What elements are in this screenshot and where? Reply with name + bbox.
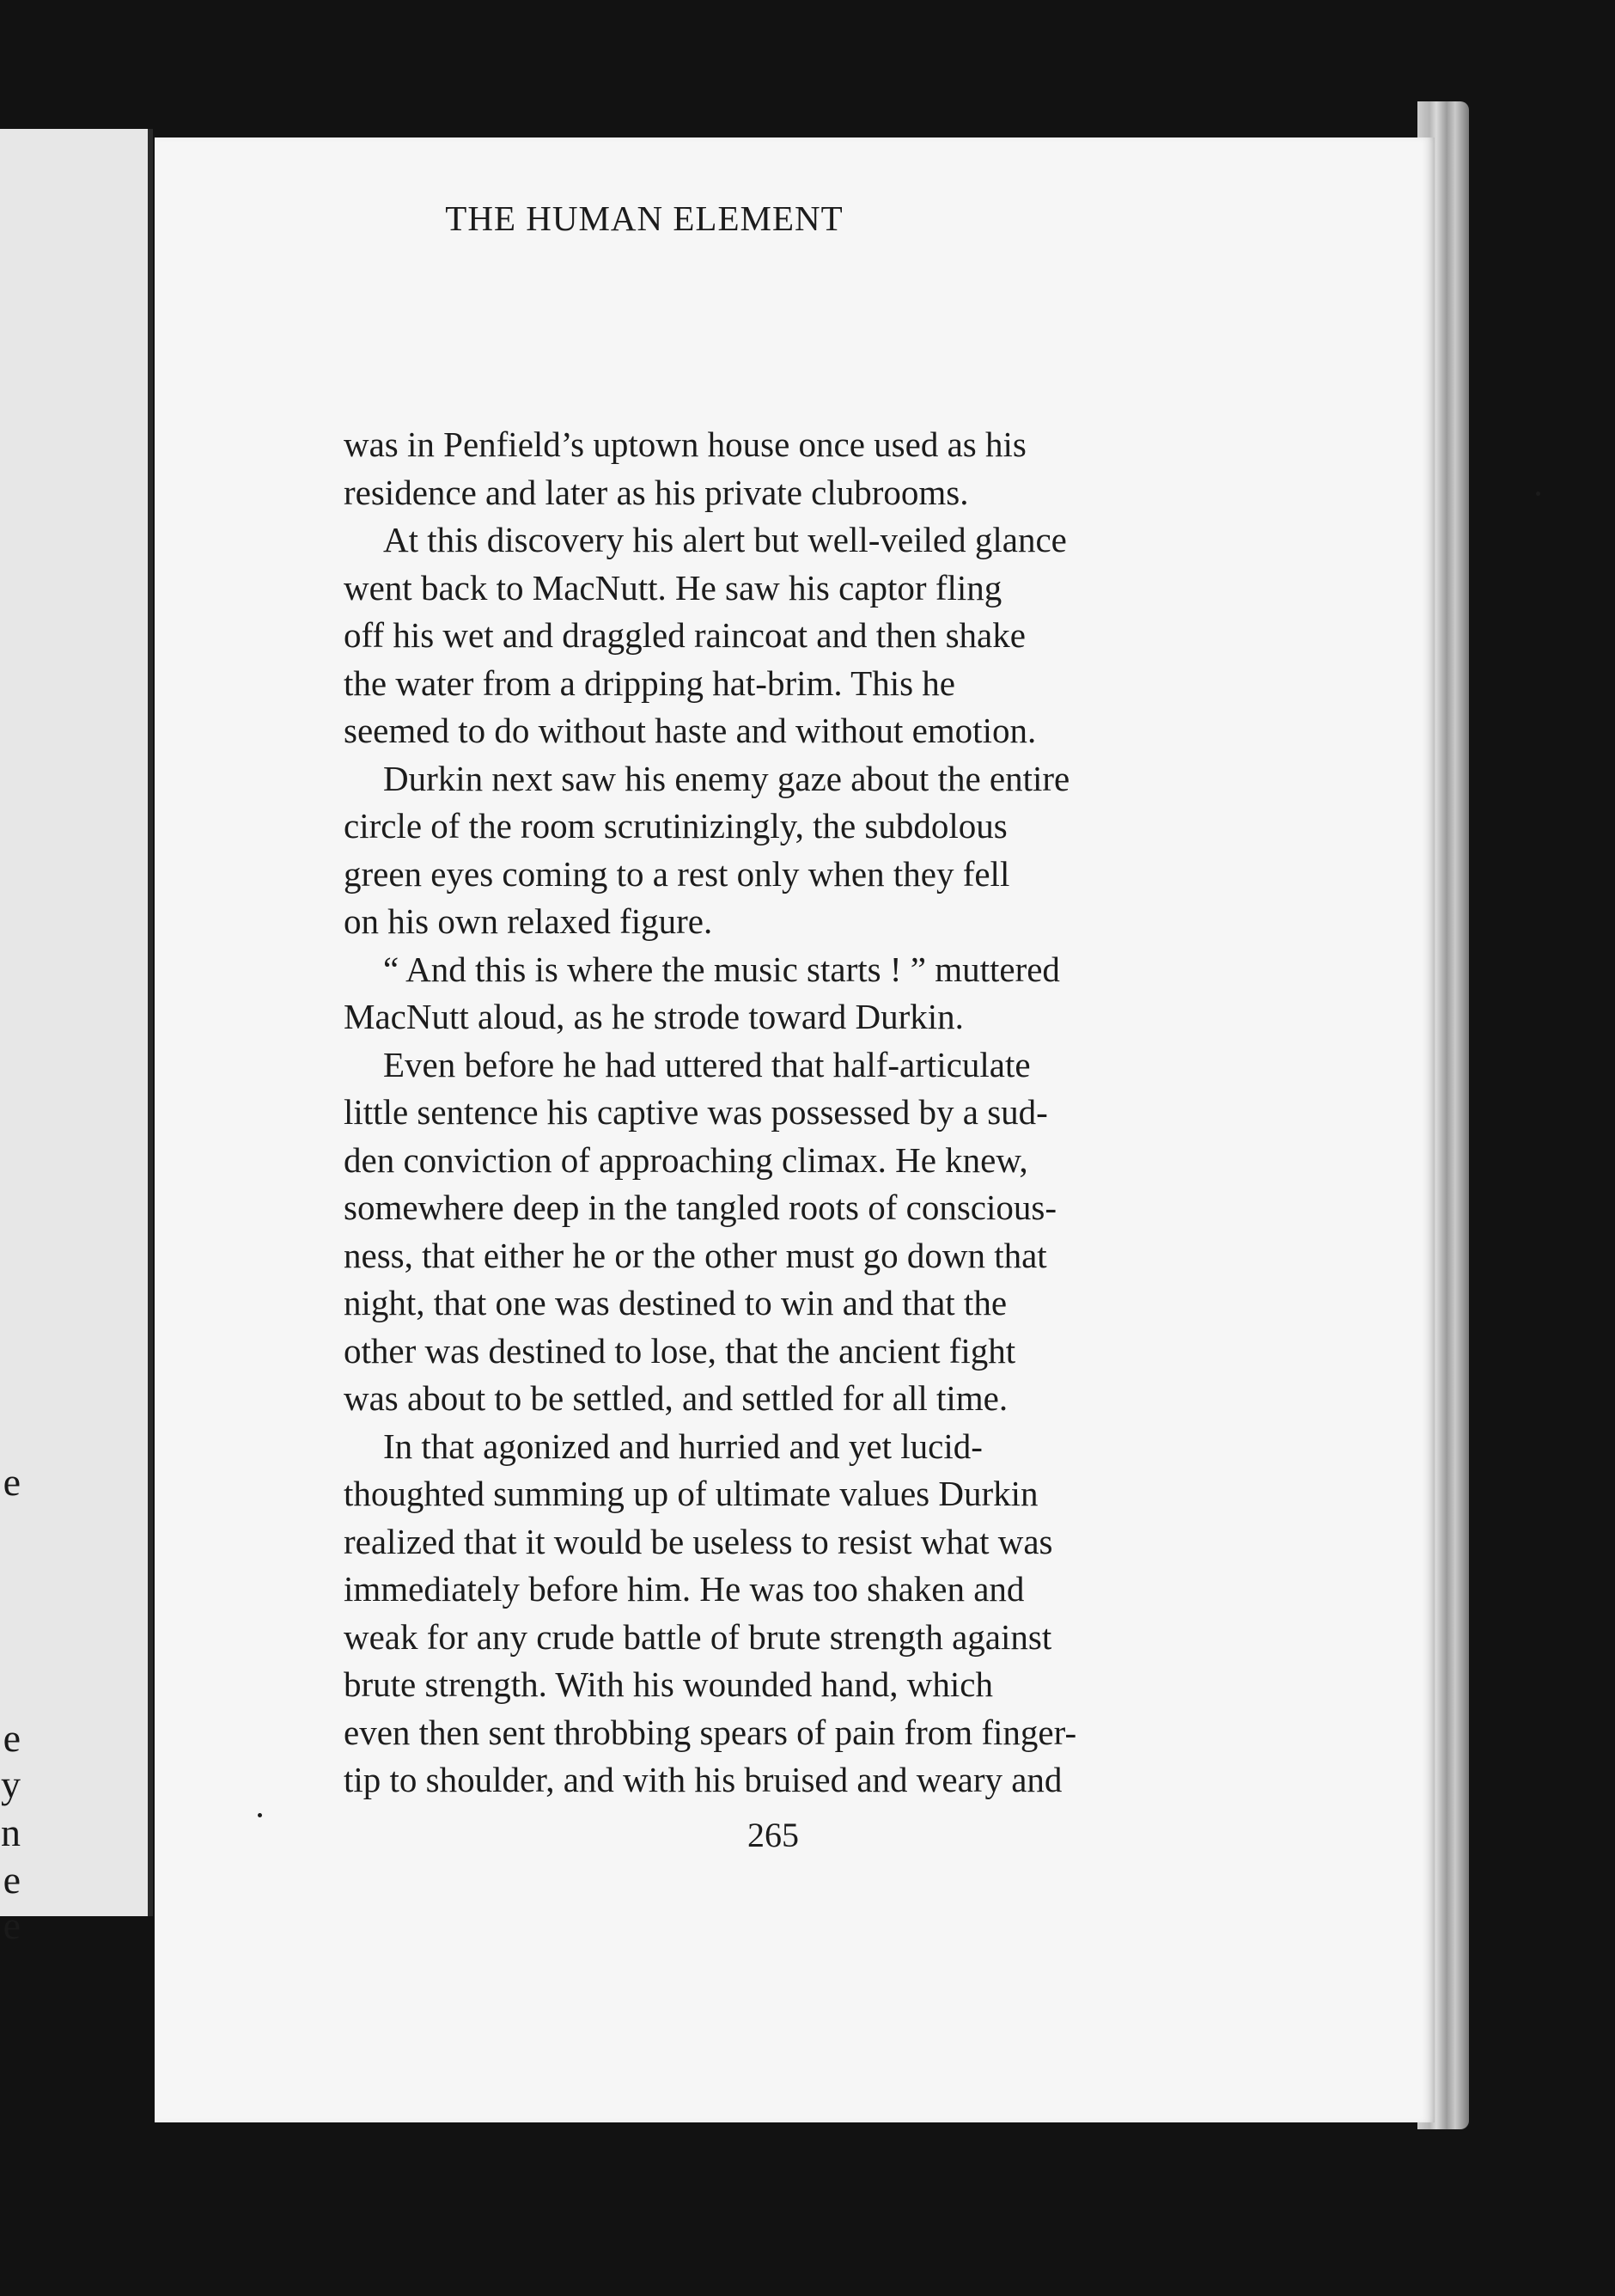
text-line: night, that one was destined to win and that the: [344, 1283, 1008, 1322]
text-line: off his wet and draggled raincoat and then shake: [344, 615, 1026, 655]
text-line: seemed to do without haste and without emotion.: [344, 711, 1037, 750]
text-line: “ And this is where the music starts ! ” muttered: [383, 949, 1060, 989]
facing-page-fragment: y: [1, 1762, 21, 1806]
page-number: 265: [747, 1816, 799, 1854]
text-line: realized that it would be useless to resist what was: [344, 1521, 1053, 1561]
facing-page-fragment: e: [3, 1460, 21, 1504]
text-line: green eyes coming to a rest only when they fell: [344, 853, 1010, 894]
text-line: weak for any crude battle of brute strength against: [344, 1616, 1052, 1657]
facing-page-fragment: e: [3, 1716, 21, 1760]
facing-page-fragment: e: [3, 1858, 21, 1902]
text-line: was in Penfield’s uptown house once used as his: [344, 424, 1027, 464]
facing-page-fragment: n: [1, 1811, 21, 1854]
dust-speck: [1536, 492, 1540, 496]
text-line: somewhere deep in the tangled roots of conscious-: [344, 1188, 1057, 1227]
text-line: ness, that either he or the other must go down that: [344, 1235, 1047, 1275]
text-line: MacNutt aloud, as he strode toward Durkin.: [344, 997, 964, 1036]
facing-page-edge: [0, 129, 153, 1947]
text-line: little sentence his captive was possessed by a sud-: [344, 1092, 1048, 1132]
text-line: Durkin next saw his enemy gaze about the entire: [383, 758, 1070, 798]
text-line: was about to be settled, and settled for all time.: [344, 1378, 1009, 1418]
text-line: circle of the room scrutinizingly, the subdolous: [344, 806, 1008, 846]
text-line: residence and later as his private clubrooms.: [344, 472, 969, 512]
dust-speck: [258, 1813, 262, 1817]
text-line: other was destined to lose, that the ancient fight: [344, 1330, 1016, 1371]
facing-page-fragment: e: [3, 1903, 21, 1947]
text-line: on his own relaxed figure.: [344, 901, 713, 941]
text-line: In that agonized and hurried and yet lucid-: [383, 1426, 983, 1466]
text-line: the water from a dripping hat-brim. This he: [344, 663, 955, 703]
text-line: went back to MacNutt. He saw his captor fling: [344, 567, 1003, 608]
text-line: thoughted summing up of ultimate values Durkin: [344, 1474, 1039, 1513]
text-line: At this discovery his alert but well-veiled glance: [383, 520, 1067, 559]
text-line: tip to shoulder, and with his bruised and weary and: [344, 1760, 1063, 1799]
running-head: THE HUMAN ELEMENT: [445, 198, 844, 238]
text-line: den conviction of approaching climax. He knew,: [344, 1139, 1028, 1180]
text-line: Even before he had uttered that half-articulate: [383, 1044, 1031, 1084]
text-line: immediately before him. He was too shaken and: [344, 1569, 1025, 1609]
text-line: brute strength. With his wounded hand, which: [344, 1664, 993, 1704]
body-text: [344, 421, 1198, 1804]
text-line: even then sent throbbing spears of pain from finger-: [344, 1712, 1077, 1752]
